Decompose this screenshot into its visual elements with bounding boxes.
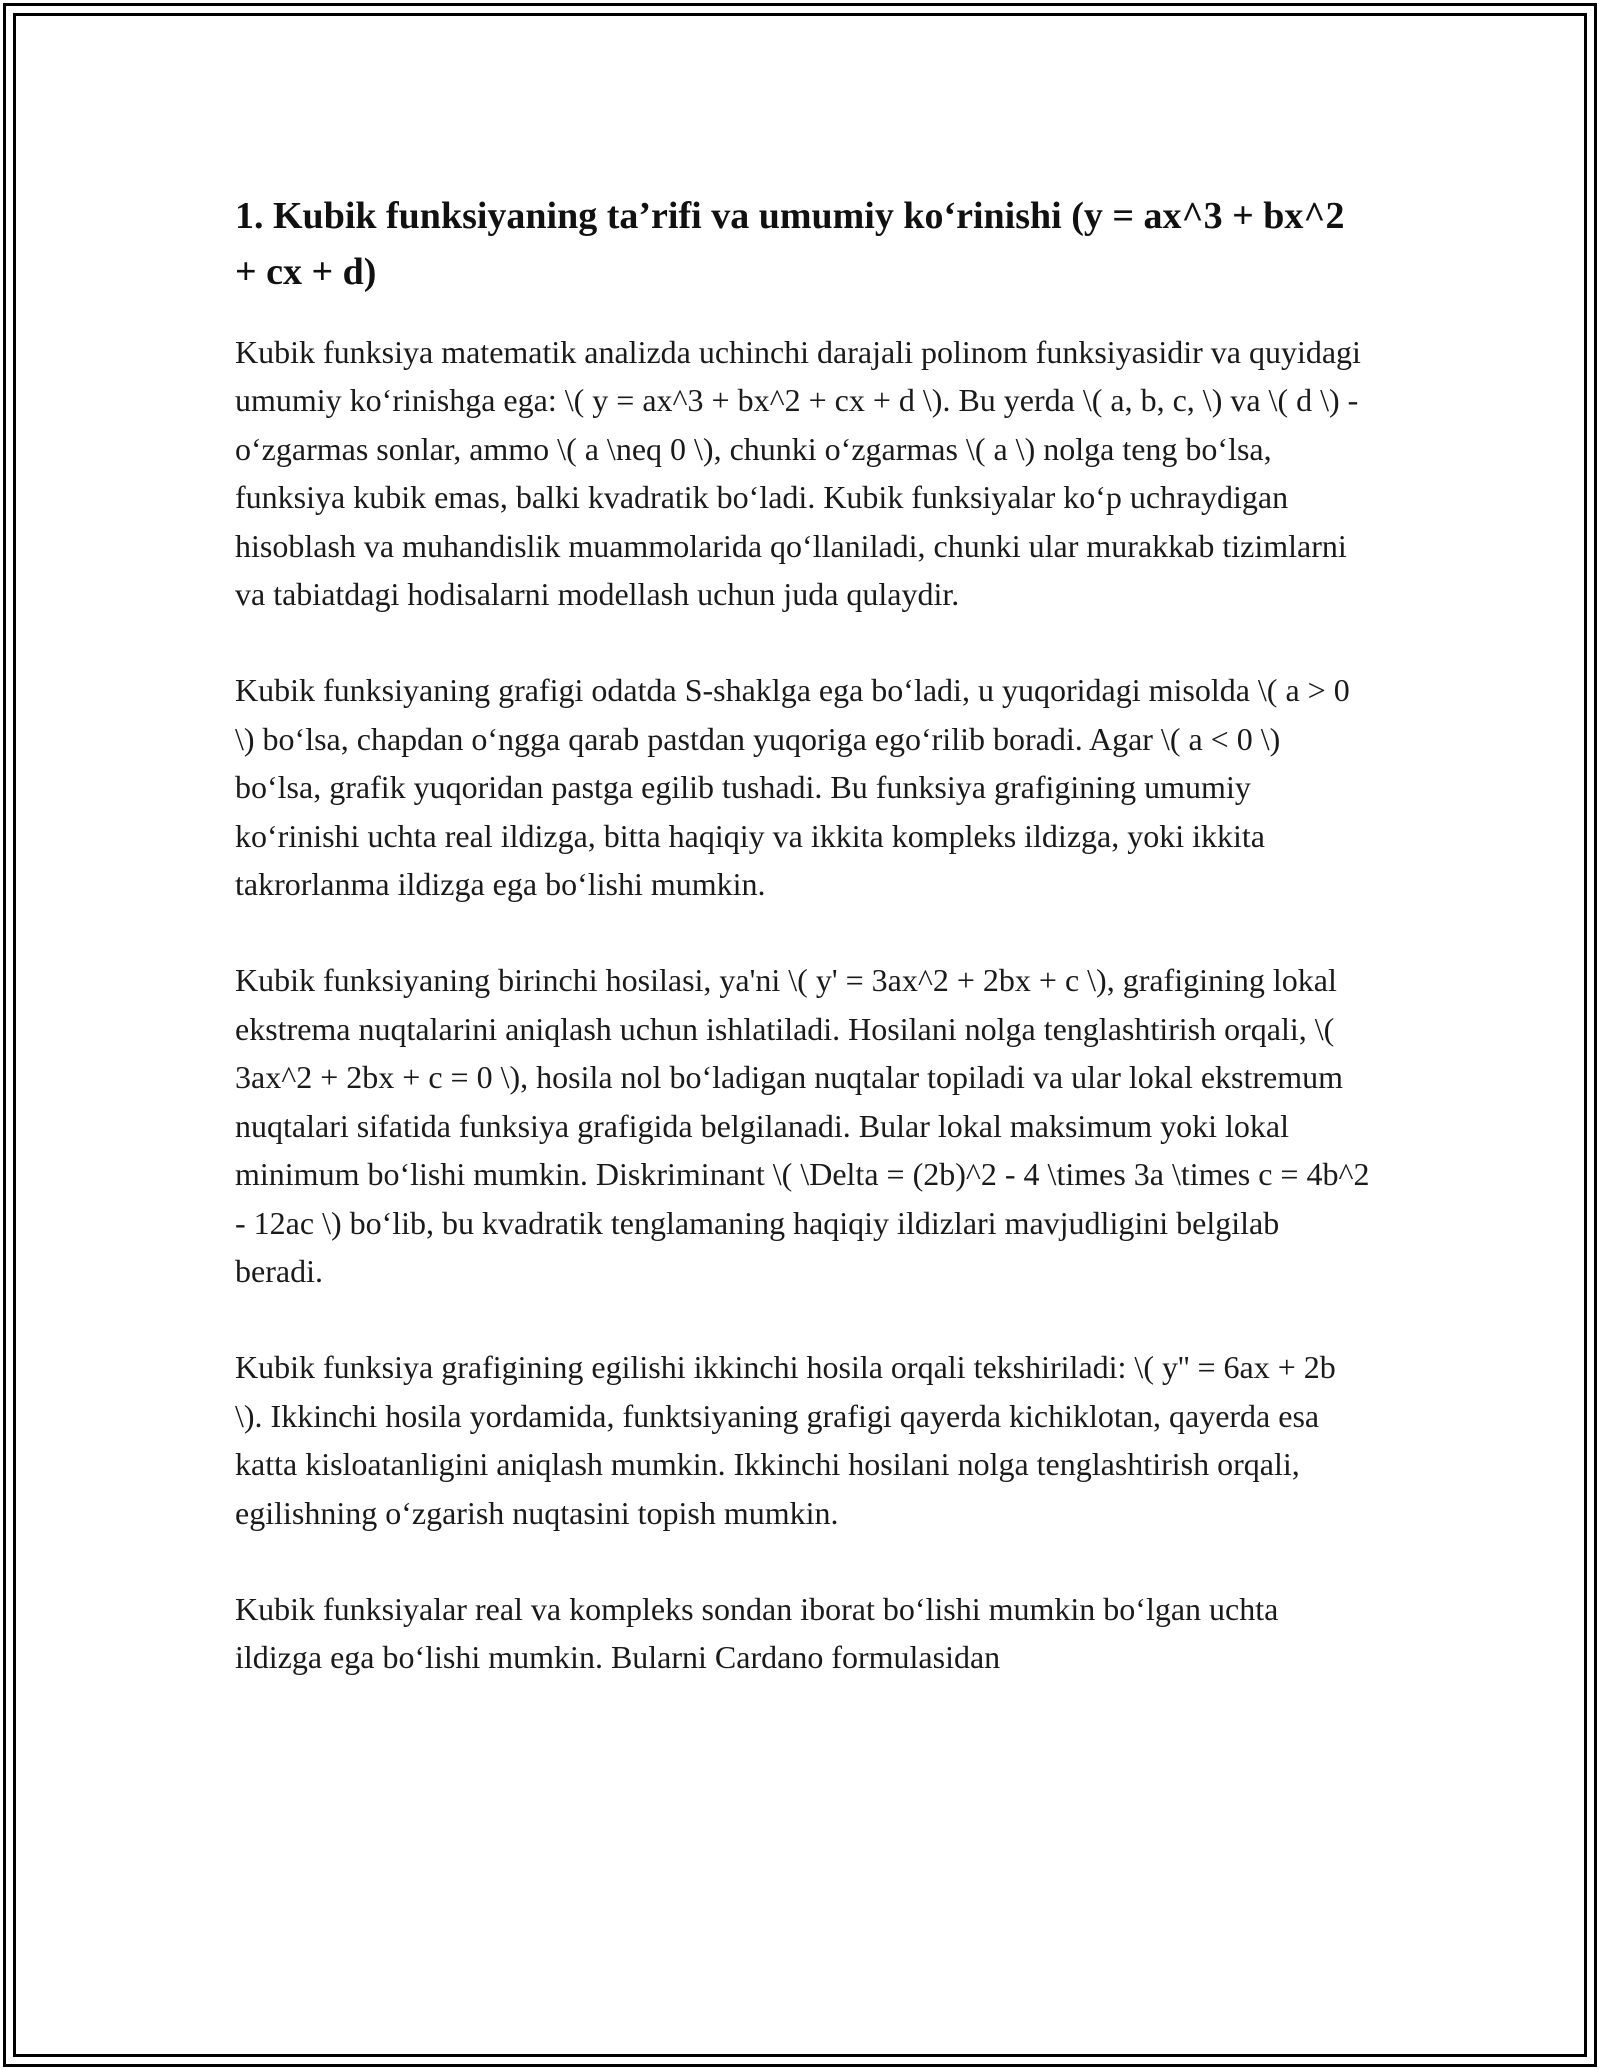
paragraph-definition: Kubik funksiya matematik analizda uchinchi darajali polinom funksiyasidir va quyidagi umumiy ko‘rinishga ega: \( y = ax^3 + bx^2 + cx + d \). Bu yerda \( a, b, c, \) va \( d \) - o‘zgarmas sonlar, ammo \( a \neq 0 \), chunki o‘zgarmas \( a \) nolga teng bo‘lsa, funksiya kubik emas, balki kvadratik bo‘ladi. Kubik funksiyalar ko‘p uchraydigan hisoblash va muhandislik muammolarida qo‘llaniladi, chunki ular murakkab tizimlarni va tabiatdagi hodisalarni modellash uchun juda qulaydir. <box>235 334 1361 613</box>
paragraph-roots: Kubik funksiyalar real va kompleks sondan iborat bo‘lishi mumkin bo‘lgan uchta ildizga ega bo‘lishi mumkin. Bularni Cardano formulasidan <box>235 1590 1279 1676</box>
document-body <box>235 188 1370 1730</box>
section-heading: 1. Kubik funksiyaning ta’rifi va umumiy ko‘rinishi (y = ax^3 + bx^2 + cx + d) <box>235 195 1345 293</box>
paragraph-second-derivative: Kubik funksiya grafigining egilishi ikkinchi hosila orqali tekshiriladi: \( y'' = 6ax + 2b \). Ikkinchi hosila yordamida, funktsiyaning grafigi qayerda kichiklotan, qayerda esa katta kisloatanligini aniqlash mumkin. Ikkinchi hosilani nolga tenglashtirish orqali, egilishning o‘zgarish nuqtasini topish mumkin. <box>235 1349 1336 1531</box>
paragraph-graph-shape: Kubik funksiyaning grafigi odatda S-shaklga ega bo‘ladi, u yuqoridagi misolda \( a > 0 \) bo‘lsa, chapdan o‘ngga qarab pastdan yuqoriga ego‘rilib boradi. Agar \( a < 0 \) bo‘lsa, grafik yuqoridan pastga egilib tushadi. Bu funksiya grafigining umumiy ko‘rinishi uchta real ildizga, bitta haqiqiy va ikkita kompleks ildizga, yoki ikkita takrorlanma ildizga ega bo‘lishi mumkin. <box>235 672 1350 903</box>
paragraph-first-derivative: Kubik funksiyaning birinchi hosilasi, ya'ni \( y' = 3ax^2 + 2bx + c \), grafigining lokal ekstrema nuqtalarini aniqlash uchun ishlatiladi. Hosilani nolga tenglashtirish orqali, \( 3ax^2 + 2bx + c = 0 \), hosila nol bo‘ladigan nuqtalar topiladi va ular lokal ekstremum nuqtalari sifatida funksiya grafigida belgilanadi. Bular lokal maksimum yoki lokal minimum bo‘lishi mumkin. Diskriminant \( \Delta = (2b)^2 - 4 \times 3a \times c = 4b^2 - 12ac \) bo‘lib, bu kvadratik tenglamaning haqiqiy ildizlari mavjudligini belgilab beradi. <box>235 962 1370 1289</box>
